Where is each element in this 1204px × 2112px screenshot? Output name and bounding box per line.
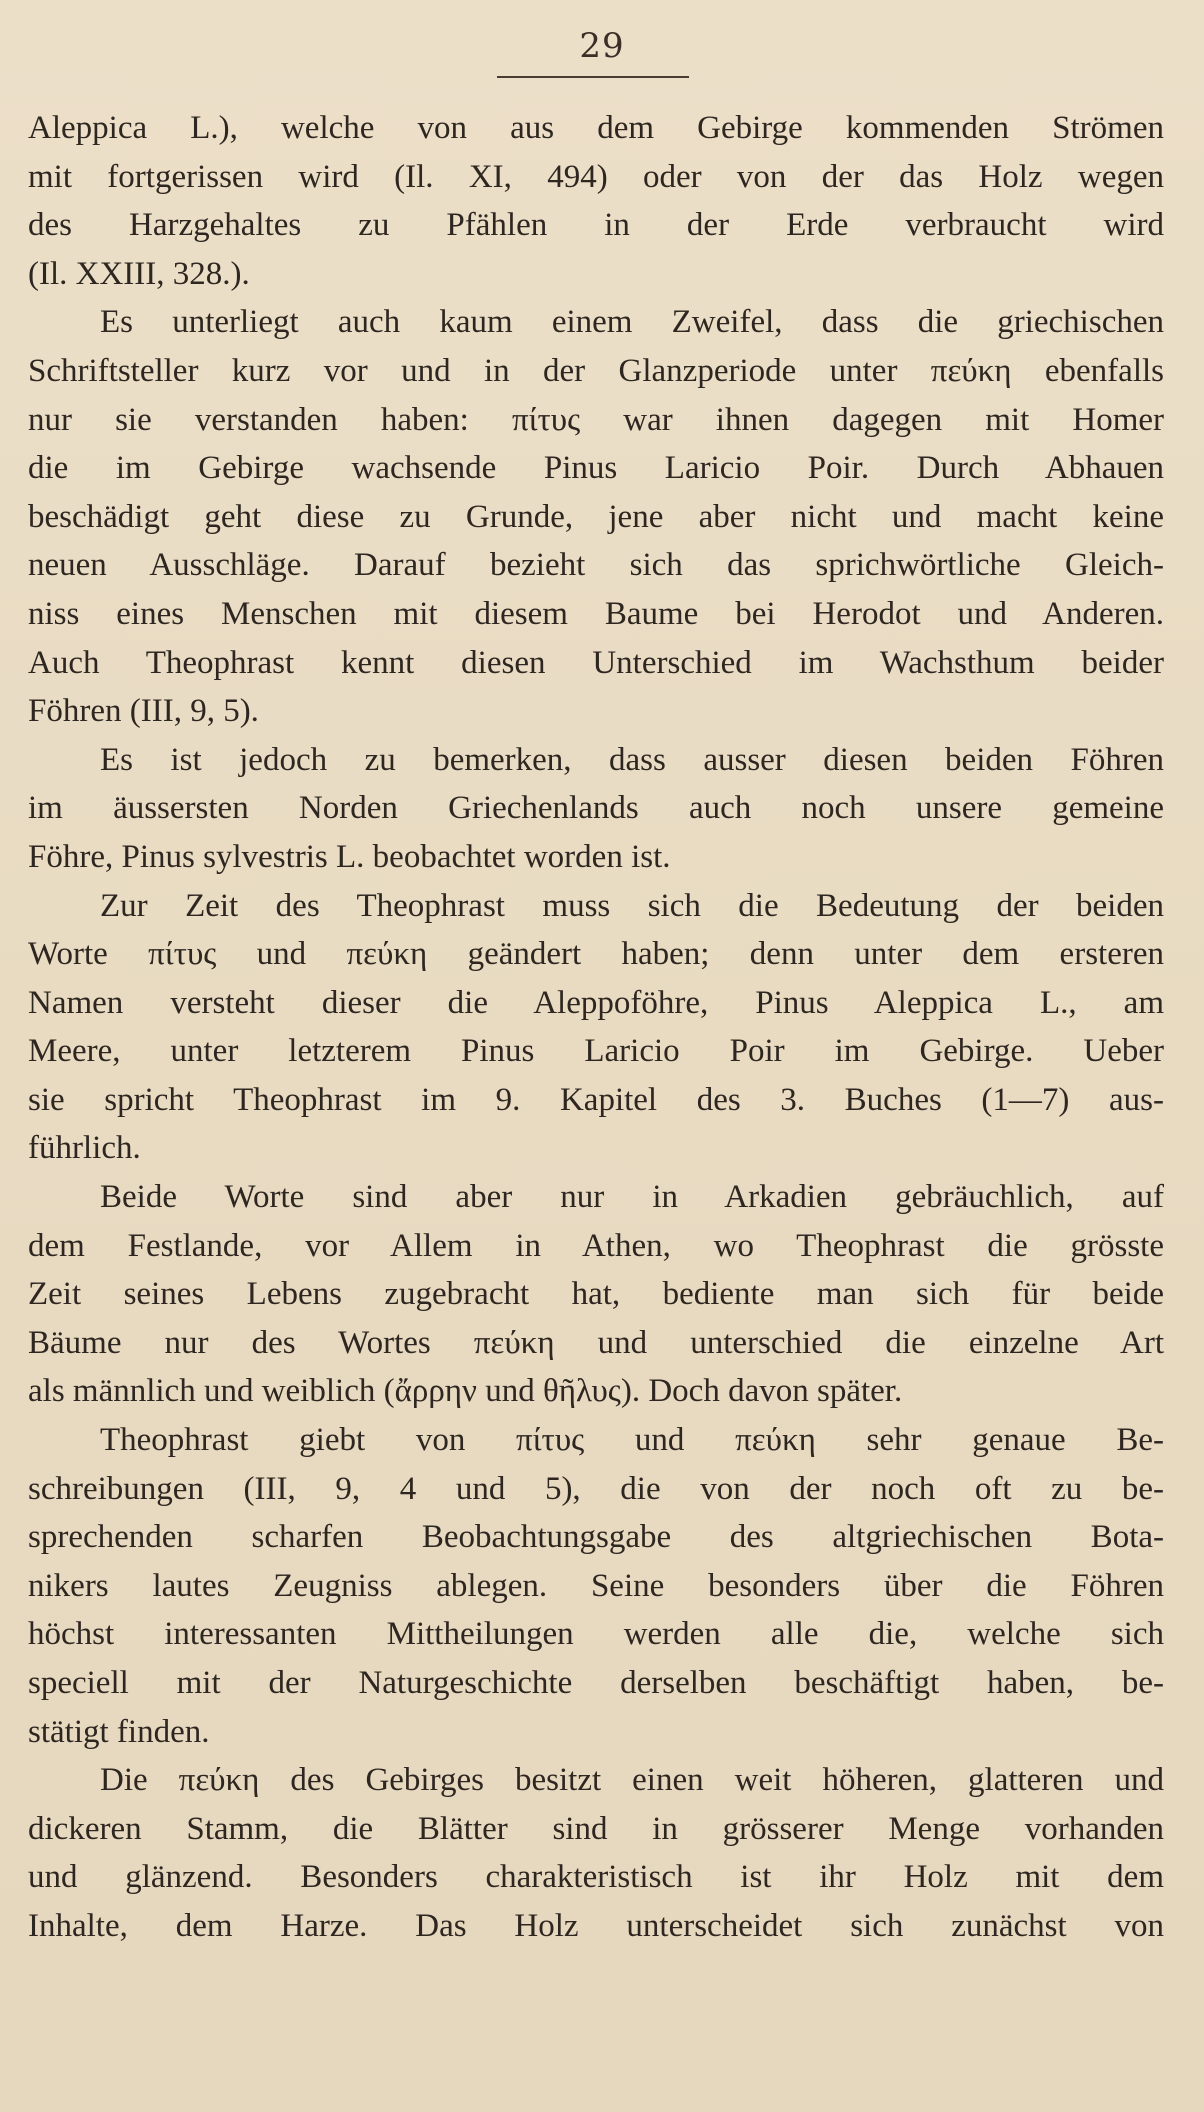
text-line: Schriftsteller kurz vor und in der Glanzperiode unter πεύκη ebenfalls [28,352,1164,389]
text-line: speciell mit der Naturgeschichte derselben beschäftigt haben, be- [28,1665,1164,1701]
text-line: Föhre, Pinus sylvestris L. beobachtet worden ist. [28,838,671,875]
text-line: Es ist jedoch zu bemerken, dass ausser diesen beiden Föhren [100,741,1164,778]
body-text [28,104,1164,1951]
text-line: Namen versteht dieser die Aleppoföhre, Pinus Aleppica L., am [28,984,1164,1021]
text-line: Meere, unter letzterem Pinus Laricio Poir im Gebirge. Ueber [28,1033,1164,1070]
text-line: Zeit seines Lebens zugebracht hat, bediente man sich für beide [28,1276,1164,1313]
text-line: nikers lautes Zeugniss ablegen. Seine besonders über die Föhren [28,1567,1164,1604]
text-line: Worte πίτυς und πεύκη geändert haben; denn unter dem ersteren [28,936,1164,973]
text-line: dickeren Stamm, die Blätter sind in grösserer Menge vorhanden [28,1810,1164,1847]
text-line: Beide Worte sind aber nur in Arkadien gebräuchlich, auf [100,1179,1164,1216]
text-line: sprechenden scharfen Beobachtungsgabe des altgriechischen Bota- [28,1519,1164,1556]
text-line: führlich. [28,1130,141,1167]
text-line: schreibungen (III, 9, 4 und 5), die von der noch oft zu be- [28,1470,1164,1507]
text-line: die im Gebirge wachsende Pinus Laricio Poir. Durch Abhauen [28,450,1164,487]
text-line: sie spricht Theophrast im 9. Kapitel des 3. Buches (1—7) aus- [28,1081,1164,1118]
text-line: Inhalte, dem Harze. Das Holz unterscheidet sich zunächst von [28,1907,1164,1944]
text-line: Die πεύκη des Gebirges besitzt einen weit höheren, glatteren und [100,1762,1164,1799]
text-line: im äussersten Norden Griechenlands auch noch unsere gemeine [28,790,1164,827]
text-line: Es unterliegt auch kaum einem Zweifel, dass die griechischen [100,304,1164,341]
text-line: und glänzend. Besonders charakteristisch ist ihr Holz mit dem [28,1859,1164,1896]
text-line: neuen Ausschläge. Darauf bezieht sich das sprichwörtliche Gleich- [28,547,1164,584]
text-line: höchst interessanten Mittheilungen werden alle die, welche sich [28,1616,1164,1653]
text-line: (Il. XXIII, 328.). [28,255,250,292]
text-line: als männlich und weiblich (ἄρρην und θῆλυς). Doch davon später. [28,1373,903,1410]
text-line: beschädigt geht diese zu Grunde, jene aber nicht und macht keine [28,498,1164,535]
text-line: Zur Zeit des Theophrast muss sich die Bedeutung der beiden [100,887,1164,924]
header-rule [497,76,689,78]
text-line: Auch Theophrast kennt diesen Unterschied im Wachsthum beider [28,644,1164,681]
text-line: nur sie verstanden haben: πίτυς war ihnen dagegen mit Homer [28,401,1164,438]
text-line: Aleppica L.), welche von aus dem Gebirge kommenden Strömen [28,110,1164,146]
text-line: Bäume nur des Wortes πεύκη und unterschied die einzelne Art [28,1324,1164,1361]
text-line: niss eines Menschen mit diesem Baume bei Herodot und Anderen. [28,595,1164,632]
text-line: Föhren (III, 9, 5). [28,693,259,730]
text-line: dem Festlande, vor Allem in Athen, wo Theophrast die grösste [28,1227,1164,1264]
text-line: des Harzgehaltes zu Pfählen in der Erde verbraucht wird [28,207,1164,244]
text-line: mit fortgerissen wird (Il. XI, 494) oder von der das Holz wegen [28,158,1164,195]
text-line: stätigt finden. [28,1713,210,1750]
text-line: Theophrast giebt von πίτυς und πεύκη sehr genaue Be- [100,1422,1164,1459]
page-number: 29 [579,26,625,66]
